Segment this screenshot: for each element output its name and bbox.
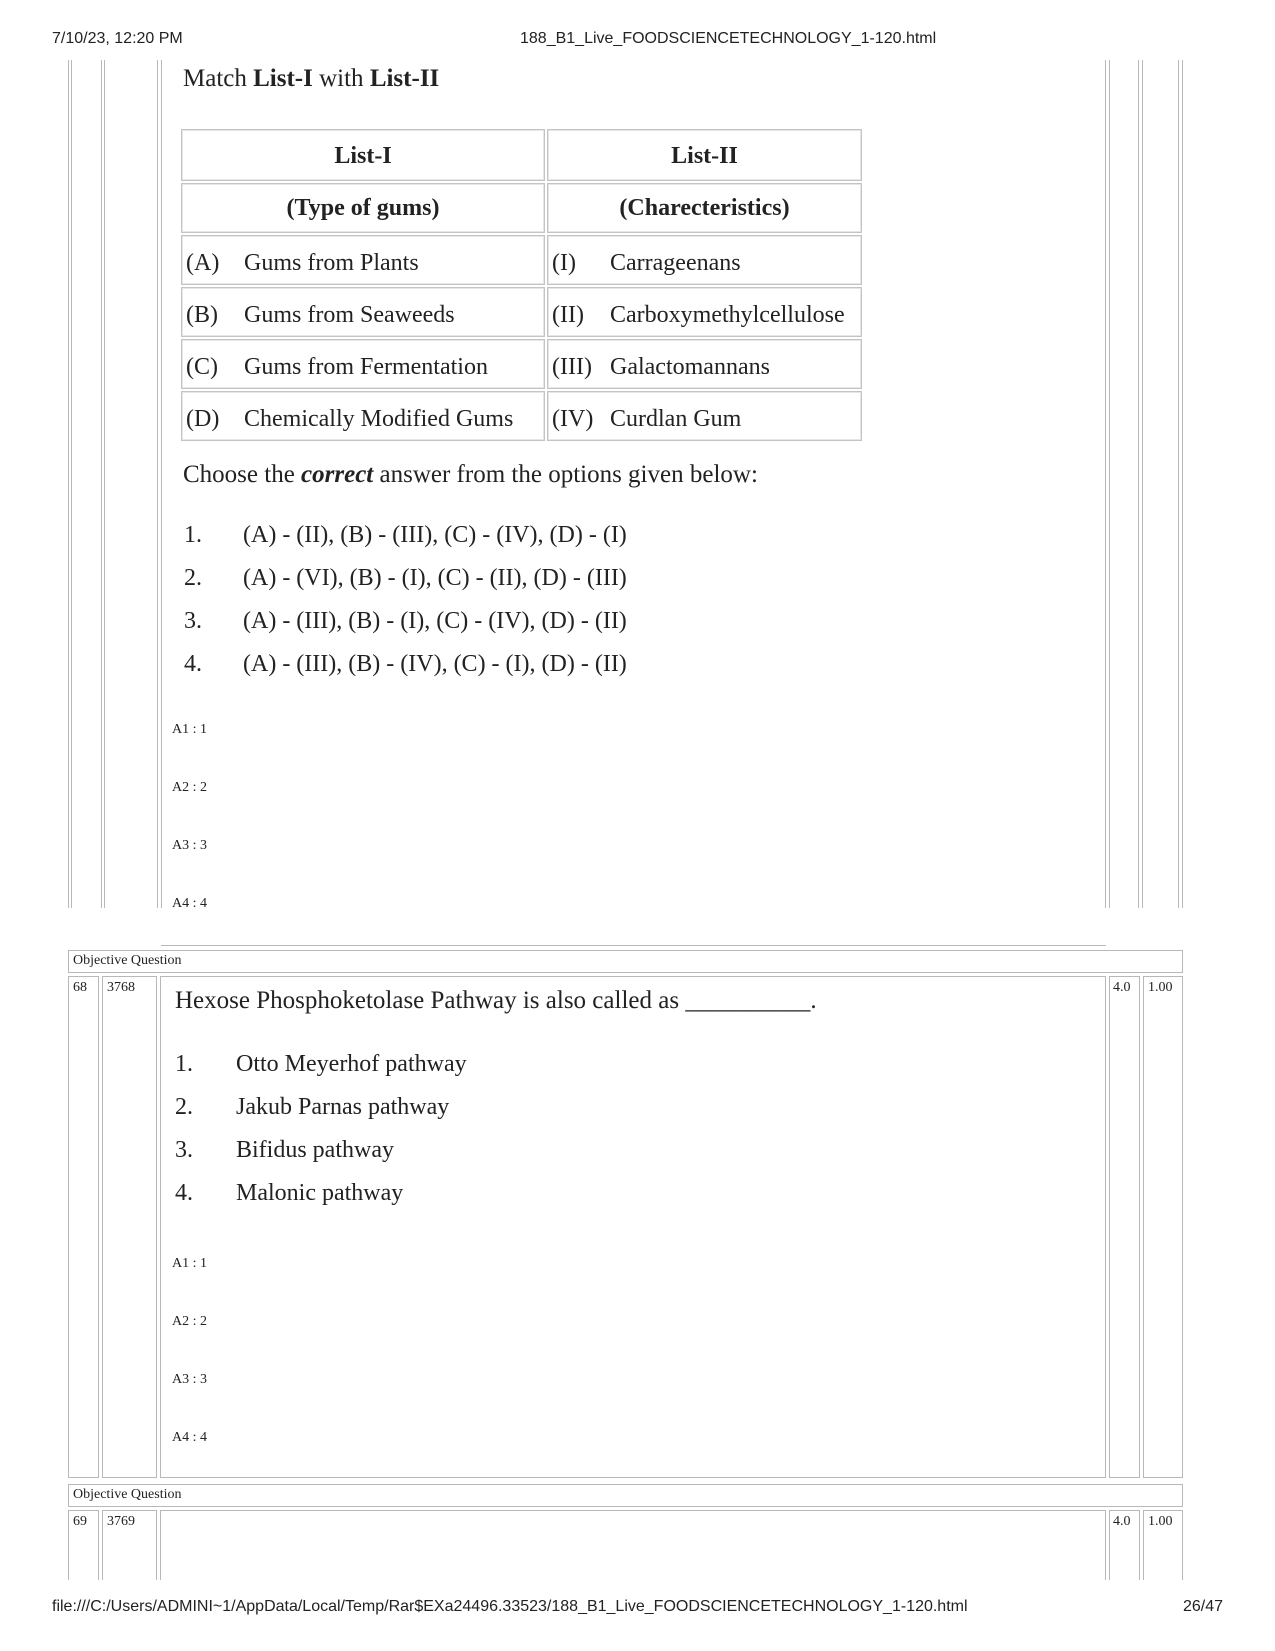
answer-label: A2 : 2 [172,780,207,795]
row-text: Curdlan Gum [610,406,742,432]
answer-label: A3 : 3 [172,1372,207,1387]
instruction-emphasis: correct [301,461,374,488]
match-row-d-left [181,391,545,441]
match-row-a-left [181,235,545,285]
row-label: (IV) [552,406,594,432]
q68-neg-cell [1143,976,1183,1478]
intro-text: with [312,65,370,92]
option-text: (A) - (II), (B) - (III), (C) - (IV), (D) - (I) [243,522,627,548]
row-text: Carboxymethylcellulose [610,302,845,328]
answer-label: A1 : 1 [172,1256,207,1271]
match-head-left [181,129,545,181]
print-doc-title: 188_B1_Live_FOODSCIENCETECHNOLOGY_1-120.html [520,30,937,47]
row-text: Gums from Plants [244,250,419,276]
print-page-indicator: 26/47 [1182,1598,1223,1615]
intro-text: Match [183,65,254,92]
option-number: 3. [184,608,202,634]
question-serial: 69 [73,1514,87,1529]
q68-question-text: Hexose Phosphoketolase Pathway is also called as __________. [175,987,817,1014]
match-row-c-left [181,339,545,389]
print-timestamp: 7/10/23, 12:20 PM [52,30,183,47]
option-number: 3. [175,1137,193,1163]
option-number: 2. [184,565,202,591]
q67-instruction [183,461,758,489]
option-text: Jakub Parnas pathway [236,1094,450,1120]
option-text: Bifidus pathway [236,1137,394,1163]
question-marks: 4.0 [1113,1514,1131,1529]
answer-label: A4 : 4 [172,896,207,911]
question-negative-marks: 1.00 [1148,1514,1173,1529]
option-number: 2. [175,1094,193,1120]
question-negative-marks: 1.00 [1148,980,1173,995]
row-label: (I) [552,250,576,276]
q68-type-row [68,950,1183,973]
answer-label: A1 : 1 [172,722,207,737]
row-label: (B) [186,302,218,328]
option-text: Otto Meyerhof pathway [236,1051,467,1077]
row-text: Galactomannans [610,354,770,380]
subhead-text: (Charecteristics) [619,195,790,221]
intro-list2: List-II [369,65,440,92]
q69-type-row [68,1484,1183,1507]
question-type-label: Objective Question [73,1487,182,1502]
head-text: List-I [334,143,392,169]
question-type-label: Objective Question [73,953,182,968]
row-label: (D) [186,406,220,432]
option-text: (A) - (III), (B) - (IV), (C) - (I), (D) - (II) [243,651,627,677]
answer-label: A3 : 3 [172,838,207,853]
answer-label: A4 : 4 [172,1430,207,1445]
question-serial: 68 [73,980,87,995]
row-text: Chemically Modified Gums [244,406,514,432]
q68-sno-cell [68,976,99,1478]
row-text: Gums from Seaweeds [244,302,455,328]
q69-qid-cell [102,1510,157,1580]
print-file-path: file:///C:/Users/ADMINI~1/AppData/Local/Temp/Rar$EXa24496.33523/188_B1_Live_FOODSCIENCETECHNOLOGY_1-120.html [52,1598,968,1615]
instruction-text: answer from the options given below: [373,461,758,488]
match-row-c-right [547,339,862,389]
intro-list1: List-I [253,65,313,92]
q69-body-cell [160,1510,1106,1580]
question-id: 3769 [107,1514,135,1529]
question-marks: 4.0 [1113,980,1131,995]
option-number: 4. [184,651,202,677]
match-row-a-right [547,235,862,285]
q69-neg-cell [1143,1510,1183,1580]
instruction-text: Choose the [183,461,302,488]
q68-qid-cell [102,976,157,1478]
option-number: 1. [184,522,202,548]
match-row-b-right [547,287,862,337]
match-row-b-left [181,287,545,337]
row-label: (A) [186,250,220,276]
match-subhead-left [181,183,545,233]
q69-marks-cell [1109,1510,1140,1580]
match-row-d-right [547,391,862,441]
row-label: (II) [552,302,584,328]
option-text: Malonic pathway [236,1180,404,1206]
match-subhead-right [547,183,862,233]
question-id: 3768 [107,980,135,995]
row-label: (III) [552,354,592,380]
subhead-text: (Type of gums) [286,195,440,221]
row-text: Carrageenans [610,250,741,276]
option-text: (A) - (VI), (B) - (I), (C) - (II), (D) - (III) [243,565,627,591]
q68-marks-cell [1109,976,1140,1478]
answer-label: A2 : 2 [172,1314,207,1329]
option-number: 4. [175,1180,193,1206]
q67-intro [183,65,439,93]
q69-sno-cell [68,1510,99,1580]
head-text: List-II [671,143,738,169]
option-number: 1. [175,1051,193,1077]
row-label: (C) [186,354,218,380]
option-text: (A) - (III), (B) - (I), (C) - (IV), (D) - (II) [243,608,627,634]
row-text: Gums from Fermentation [244,354,488,380]
match-head-right [547,129,862,181]
